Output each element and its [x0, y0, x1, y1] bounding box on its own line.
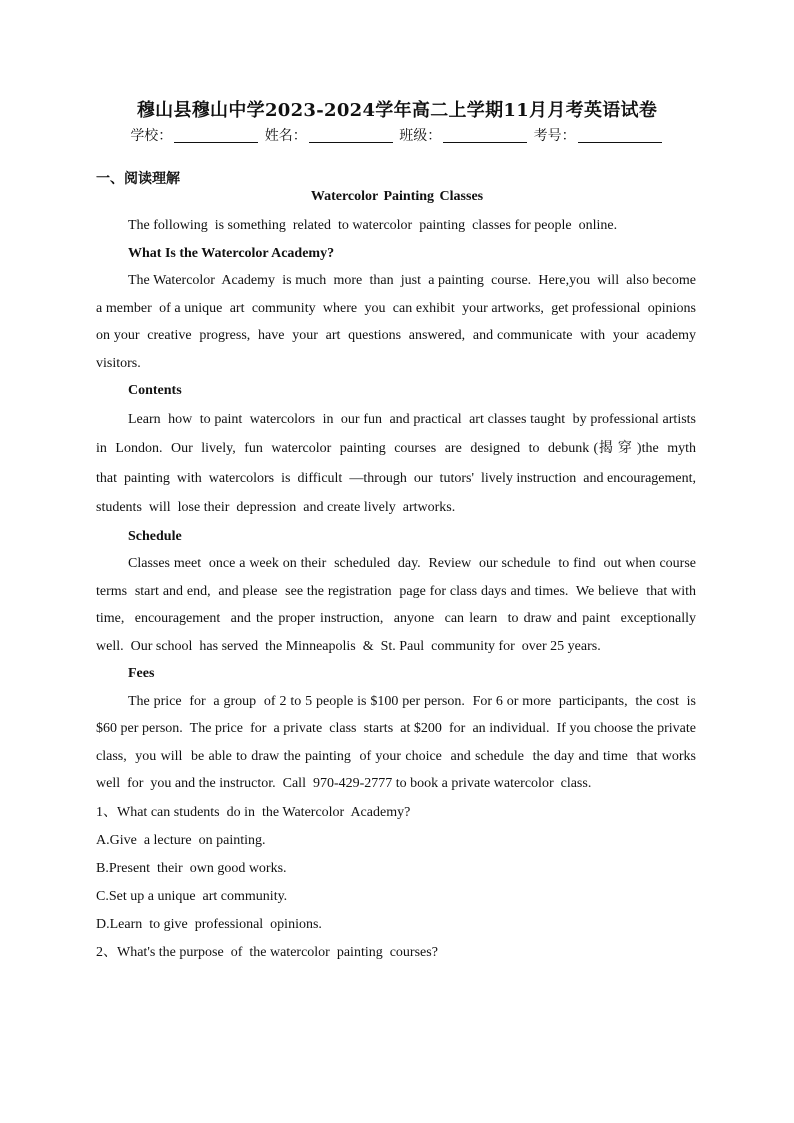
question-1	[96, 799, 696, 939]
student-info-line	[0, 125, 794, 145]
class-blank[interactable]	[443, 128, 527, 143]
section-heading: 一、阅读理解	[96, 171, 180, 187]
exam-title: 穆山县穆山中学2023-2024学年高二上学期11月月考英语试卷	[136, 100, 658, 121]
heading-schedule: Schedule	[128, 528, 182, 544]
option-c[interactable]: C.Set up a unique art community.	[96, 888, 288, 904]
paragraph-contents: Learn how to paint watercolors in our fun and practical art classes taught by professional artists in London. Our lively, fun watercolor painting courses are designed to debunk (揭 穿 )the myth that painting with watercolors is difficult —through our tutors' lively instruction and encouragement, students will lose their depression and create lively artworks.	[96, 411, 703, 515]
heading-academy: What Is the Watercolor Academy?	[128, 245, 335, 261]
passage-intro: The following is something related to watercolor painting classes for people online.	[128, 218, 618, 233]
paragraph-fees: The price for a group of 2 to 5 people is $100 per person. For 6 or more participants, the cost is $60 per person. The price for a private class starts at $200 for an individual. If you choose the private class, you will be able to draw the painting of your choice and schedule the day and time that works well for you and the instructor. Call 970-429-2777 to book a private watercolor class.	[96, 693, 703, 791]
school-blank[interactable]	[174, 128, 258, 143]
question-stem: 2、What's the purpose of the watercolor painting courses?	[96, 944, 438, 960]
question-2	[96, 939, 696, 967]
school-label: 学校：	[130, 128, 173, 144]
question-stem: 1、What can students do in the Watercolor Academy?	[96, 804, 411, 820]
heading-contents: Contents	[128, 383, 182, 398]
option-b[interactable]: B.Present their own good works.	[96, 860, 287, 876]
heading-fees: Fees	[128, 666, 155, 681]
option-a[interactable]: A.Give a lecture on painting.	[96, 832, 266, 848]
name-label: 姓名：	[264, 128, 307, 144]
paragraph-academy: The Watercolor Academy is much more than just a painting course. Here,you will also become a member of a unique art community where you can exhibit your artworks, get professional opinions on your creative progress, have your art questions answered, and communicate with your academy visitors.	[96, 273, 703, 371]
passage-body	[96, 212, 703, 967]
passage-title: Watercolor Painting Classes	[310, 189, 484, 204]
class-label: 班级：	[399, 128, 442, 144]
exam-number-blank[interactable]	[578, 128, 662, 143]
paragraph-schedule: Classes meet once a week on their scheduled day. Review our schedule to find out when course terms start and end, and please see the registration page for class days and times. We believe that with time, encouragement and the proper instruction, anyone can learn to draw and paint exceptionally well. Our school has served the Minneapolis & St. Paul community for over 25 years.	[96, 556, 703, 654]
option-d[interactable]: D.Learn to give professional opinions.	[96, 916, 322, 932]
name-blank[interactable]	[309, 128, 393, 143]
exam-number-label: 考号：	[533, 128, 576, 144]
